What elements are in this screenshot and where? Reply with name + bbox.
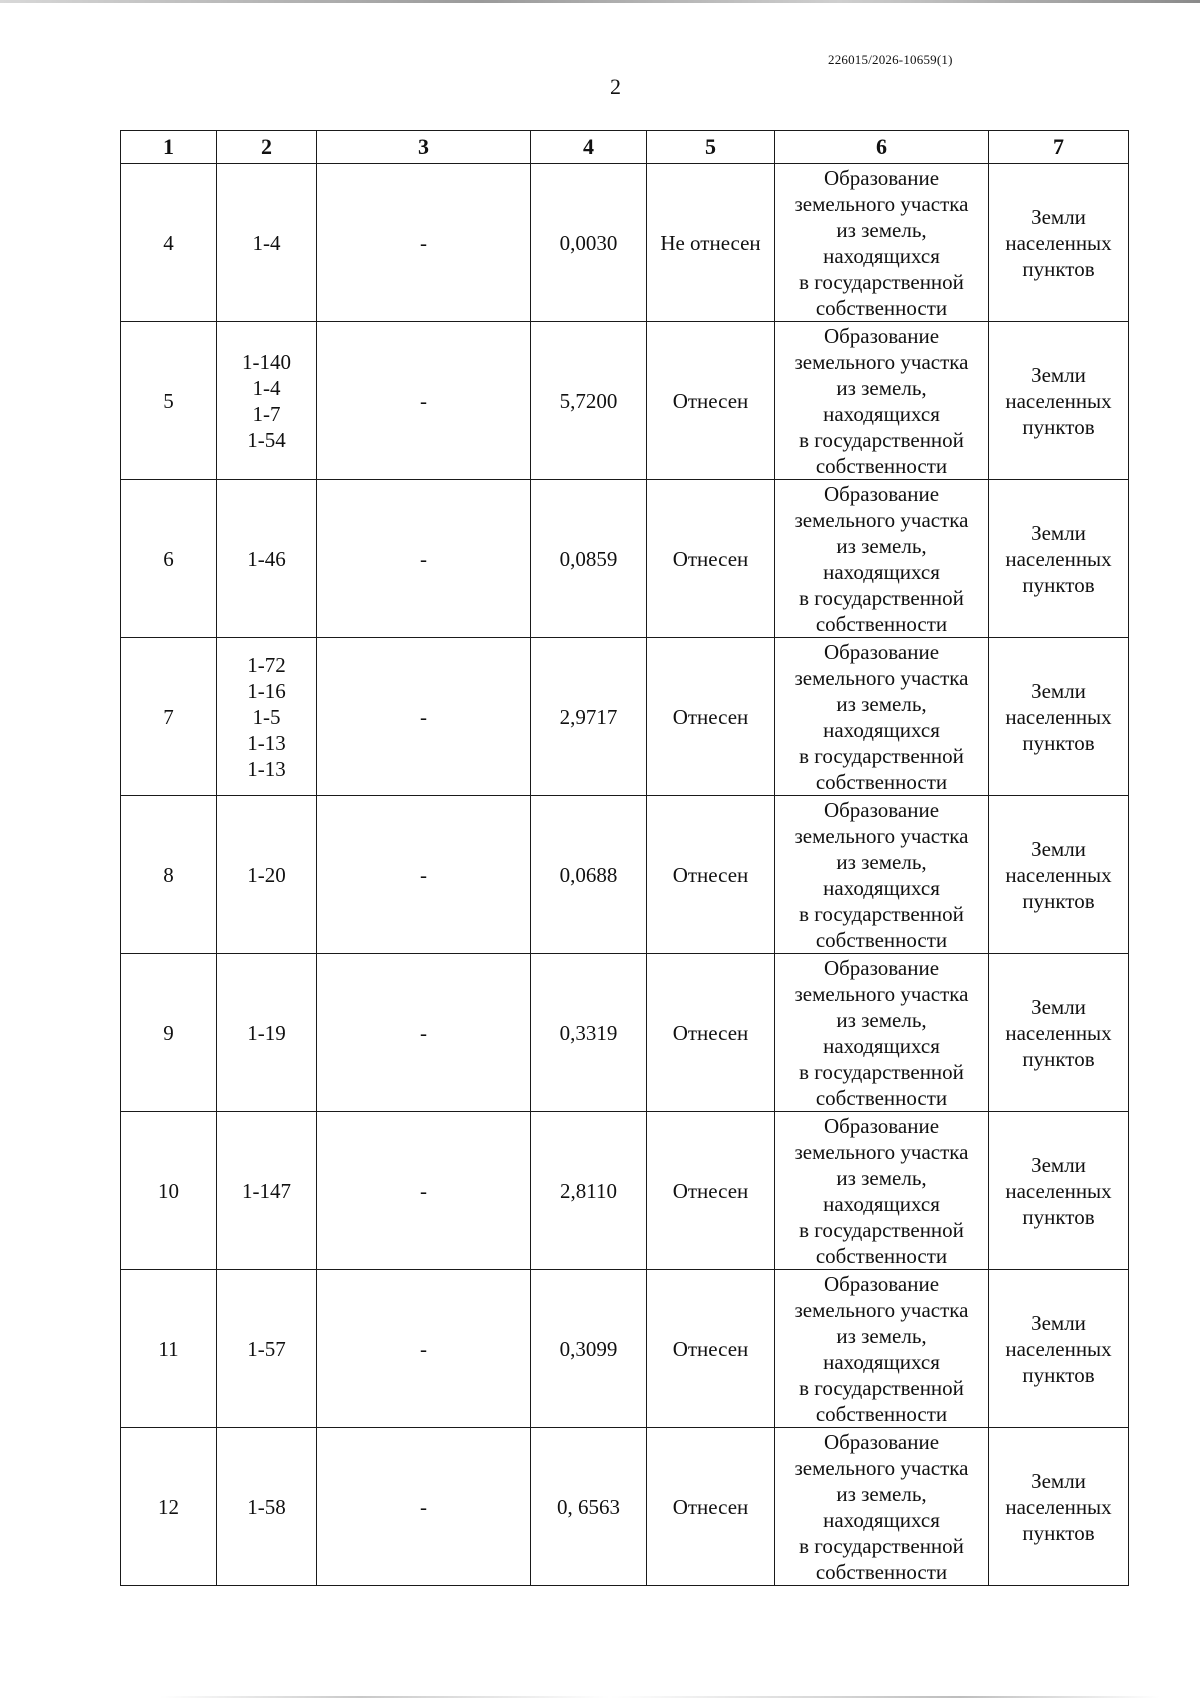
purpose-line: из земель, bbox=[836, 849, 927, 874]
area-cell: 2,9717 bbox=[531, 638, 647, 796]
column-header-5: 5 bbox=[647, 131, 775, 164]
column-3-cell: - bbox=[317, 322, 531, 480]
land-category-cell bbox=[989, 638, 1129, 796]
purpose-line: из земель, bbox=[836, 1323, 927, 1348]
status-cell: Отнесен bbox=[647, 1112, 775, 1270]
table-row bbox=[121, 322, 1129, 480]
category-line: пунктов bbox=[1022, 1204, 1095, 1229]
column-3-cell: - bbox=[317, 1112, 531, 1270]
purpose-line: в государственной bbox=[799, 1059, 964, 1084]
purpose-line: находящихся bbox=[823, 717, 940, 742]
column-header-2: 2 bbox=[217, 131, 317, 164]
category-line: населенных bbox=[1005, 388, 1112, 413]
purpose-line: в государственной bbox=[799, 1533, 964, 1558]
column-header-3: 3 bbox=[317, 131, 531, 164]
table-header-row bbox=[121, 131, 1129, 164]
land-category-cell bbox=[989, 954, 1129, 1112]
cadastre-number: 1-16 bbox=[247, 678, 286, 703]
category-line: Земли bbox=[1031, 836, 1086, 861]
category-line: Земли bbox=[1031, 1468, 1086, 1493]
column-3-cell: - bbox=[317, 638, 531, 796]
category-line: Земли bbox=[1031, 994, 1086, 1019]
category-line: Земли bbox=[1031, 1310, 1086, 1335]
cadastre-cell bbox=[217, 1270, 317, 1428]
status-cell: Отнесен bbox=[647, 322, 775, 480]
purpose-line: земельного участка bbox=[794, 507, 969, 532]
cadastre-number: 1-4 bbox=[252, 375, 281, 400]
category-line: пунктов bbox=[1022, 1046, 1095, 1071]
column-header-7: 7 bbox=[989, 131, 1129, 164]
purpose-line: земельного участка bbox=[794, 1297, 969, 1322]
column-3-cell: - bbox=[317, 954, 531, 1112]
category-line: населенных bbox=[1005, 1336, 1112, 1361]
area-cell: 5,7200 bbox=[531, 322, 647, 480]
page-number: 2 bbox=[610, 74, 621, 99]
category-line: населенных bbox=[1005, 1494, 1112, 1519]
cadastre-number: 1-57 bbox=[247, 1336, 286, 1361]
purpose-cell bbox=[775, 1428, 989, 1586]
status-cell: Отнесен bbox=[647, 954, 775, 1112]
table-row bbox=[121, 638, 1129, 796]
purpose-line: в государственной bbox=[799, 585, 964, 610]
area-cell: 0,3319 bbox=[531, 954, 647, 1112]
purpose-line: из земель, bbox=[836, 691, 927, 716]
purpose-cell bbox=[775, 164, 989, 322]
category-line: Земли bbox=[1031, 204, 1086, 229]
purpose-cell bbox=[775, 796, 989, 954]
category-line: населенных bbox=[1005, 1178, 1112, 1203]
row-number-cell: 10 bbox=[121, 1112, 217, 1270]
category-line: Земли bbox=[1031, 362, 1086, 387]
land-category-cell bbox=[989, 480, 1129, 638]
area-cell: 2,8110 bbox=[531, 1112, 647, 1270]
document-number: 226015/2026-10659(1) bbox=[828, 52, 953, 67]
purpose-line: в государственной bbox=[799, 1375, 964, 1400]
purpose-line: находящихся bbox=[823, 1349, 940, 1374]
table-row bbox=[121, 954, 1129, 1112]
purpose-line: земельного участка bbox=[794, 981, 969, 1006]
cadastre-number: 1-140 bbox=[242, 349, 291, 374]
purpose-line: Образование bbox=[823, 1271, 940, 1296]
cadastre-number: 1-20 bbox=[247, 862, 286, 887]
purpose-line: находящихся bbox=[823, 1191, 940, 1216]
purpose-line: в государственной bbox=[799, 427, 964, 452]
category-line: пунктов bbox=[1022, 1362, 1095, 1387]
purpose-line: из земель, bbox=[836, 375, 927, 400]
cadastre-cell bbox=[217, 796, 317, 954]
purpose-line: из земель, bbox=[836, 533, 927, 558]
column-3-cell: - bbox=[317, 796, 531, 954]
table-row bbox=[121, 480, 1129, 638]
row-number-cell: 6 bbox=[121, 480, 217, 638]
cadastre-cell bbox=[217, 1428, 317, 1586]
purpose-line: в государственной bbox=[799, 269, 964, 294]
purpose-line: из земель, bbox=[836, 1165, 927, 1190]
status-cell: Отнесен bbox=[647, 480, 775, 638]
cadastre-number: 1-19 bbox=[247, 1020, 286, 1045]
category-line: населенных bbox=[1005, 862, 1112, 887]
table-row bbox=[121, 1112, 1129, 1270]
purpose-line: из земель, bbox=[836, 217, 927, 242]
cadastre-cell bbox=[217, 638, 317, 796]
status-cell: Не отнесен bbox=[647, 164, 775, 322]
table-row bbox=[121, 796, 1129, 954]
purpose-line: находящихся bbox=[823, 401, 940, 426]
purpose-line: собственности bbox=[815, 453, 948, 478]
table-row bbox=[121, 1270, 1129, 1428]
purpose-line: собственности bbox=[815, 1401, 948, 1426]
purpose-line: из земель, bbox=[836, 1007, 927, 1032]
purpose-line: собственности bbox=[815, 769, 948, 794]
cadastre-number: 1-13 bbox=[247, 756, 286, 781]
purpose-line: Образование bbox=[823, 165, 940, 190]
table-body bbox=[121, 164, 1129, 1586]
purpose-line: в государственной bbox=[799, 901, 964, 926]
purpose-line: собственности bbox=[815, 1243, 948, 1268]
category-line: пунктов bbox=[1022, 730, 1095, 755]
status-cell: Отнесен bbox=[647, 1270, 775, 1428]
category-line: населенных bbox=[1005, 230, 1112, 255]
row-number-cell: 11 bbox=[121, 1270, 217, 1428]
category-line: пунктов bbox=[1022, 414, 1095, 439]
table-row bbox=[121, 164, 1129, 322]
status-cell: Отнесен bbox=[647, 796, 775, 954]
category-line: пунктов bbox=[1022, 888, 1095, 913]
purpose-line: земельного участка bbox=[794, 665, 969, 690]
cadastre-number: 1-58 bbox=[247, 1494, 286, 1519]
row-number-cell: 12 bbox=[121, 1428, 217, 1586]
purpose-line: собственности bbox=[815, 1085, 948, 1110]
cadastre-number: 1-147 bbox=[242, 1178, 291, 1203]
land-plot-table bbox=[120, 130, 1129, 1586]
cadastre-number: 1-46 bbox=[247, 546, 286, 571]
status-cell: Отнесен bbox=[647, 638, 775, 796]
purpose-line: собственности bbox=[815, 611, 948, 636]
category-line: Земли bbox=[1031, 1152, 1086, 1177]
row-number-cell: 4 bbox=[121, 164, 217, 322]
purpose-line: Образование bbox=[823, 1113, 940, 1138]
category-line: Земли bbox=[1031, 520, 1086, 545]
purpose-line: собственности bbox=[815, 1559, 948, 1584]
area-cell: 0,0859 bbox=[531, 480, 647, 638]
cadastre-number: 1-5 bbox=[252, 704, 281, 729]
area-cell: 0,3099 bbox=[531, 1270, 647, 1428]
purpose-line: из земель, bbox=[836, 1481, 927, 1506]
purpose-line: земельного участка bbox=[794, 1455, 969, 1480]
row-number-cell: 7 bbox=[121, 638, 217, 796]
status-cell: Отнесен bbox=[647, 1428, 775, 1586]
purpose-line: Образование bbox=[823, 481, 940, 506]
purpose-line: земельного участка bbox=[794, 1139, 969, 1164]
purpose-line: собственности bbox=[815, 927, 948, 952]
scan-edge-bottom bbox=[160, 1696, 1160, 1698]
row-number-cell: 5 bbox=[121, 322, 217, 480]
scan-edge-top bbox=[0, 0, 1200, 3]
column-header-6: 6 bbox=[775, 131, 989, 164]
purpose-line: Образование bbox=[823, 797, 940, 822]
purpose-cell bbox=[775, 322, 989, 480]
category-line: пунктов bbox=[1022, 256, 1095, 281]
purpose-cell bbox=[775, 638, 989, 796]
category-line: населенных bbox=[1005, 546, 1112, 571]
purpose-line: находящихся bbox=[823, 1507, 940, 1532]
column-header-1: 1 bbox=[121, 131, 217, 164]
purpose-cell bbox=[775, 1112, 989, 1270]
purpose-line: в государственной bbox=[799, 743, 964, 768]
column-3-cell: - bbox=[317, 164, 531, 322]
column-3-cell: - bbox=[317, 1270, 531, 1428]
purpose-line: Образование bbox=[823, 323, 940, 348]
category-line: пунктов bbox=[1022, 572, 1095, 597]
purpose-line: Образование bbox=[823, 639, 940, 664]
cadastre-cell bbox=[217, 1112, 317, 1270]
column-header-4: 4 bbox=[531, 131, 647, 164]
area-cell: 0, 6563 bbox=[531, 1428, 647, 1586]
category-line: пунктов bbox=[1022, 1520, 1095, 1545]
category-line: Земли bbox=[1031, 678, 1086, 703]
purpose-line: находящихся bbox=[823, 1033, 940, 1058]
purpose-line: земельного участка bbox=[794, 823, 969, 848]
land-category-cell bbox=[989, 322, 1129, 480]
land-category-cell bbox=[989, 1112, 1129, 1270]
purpose-line: собственности bbox=[815, 295, 948, 320]
purpose-line: Образование bbox=[823, 955, 940, 980]
purpose-line: земельного участка bbox=[794, 191, 969, 216]
row-number-cell: 8 bbox=[121, 796, 217, 954]
area-cell: 0,0688 bbox=[531, 796, 647, 954]
cadastre-cell bbox=[217, 164, 317, 322]
purpose-line: в государственной bbox=[799, 1217, 964, 1242]
purpose-line: Образование bbox=[823, 1429, 940, 1454]
land-category-cell bbox=[989, 796, 1129, 954]
area-cell: 0,0030 bbox=[531, 164, 647, 322]
purpose-line: находящихся bbox=[823, 875, 940, 900]
land-category-cell bbox=[989, 1270, 1129, 1428]
column-3-cell: - bbox=[317, 1428, 531, 1586]
purpose-cell bbox=[775, 954, 989, 1112]
cadastre-number: 1-4 bbox=[252, 230, 281, 255]
column-3-cell: - bbox=[317, 480, 531, 638]
purpose-cell bbox=[775, 1270, 989, 1428]
purpose-line: земельного участка bbox=[794, 349, 969, 374]
category-line: населенных bbox=[1005, 1020, 1112, 1045]
land-category-cell bbox=[989, 1428, 1129, 1586]
purpose-line: находящихся bbox=[823, 243, 940, 268]
purpose-line: находящихся bbox=[823, 559, 940, 584]
cadastre-cell bbox=[217, 480, 317, 638]
cadastre-number: 1-13 bbox=[247, 730, 286, 755]
land-category-cell bbox=[989, 164, 1129, 322]
category-line: населенных bbox=[1005, 704, 1112, 729]
cadastre-number: 1-7 bbox=[252, 401, 281, 426]
cadastre-number: 1-72 bbox=[247, 652, 286, 677]
cadastre-number: 1-54 bbox=[247, 427, 286, 452]
cadastre-cell bbox=[217, 954, 317, 1112]
purpose-cell bbox=[775, 480, 989, 638]
row-number-cell: 9 bbox=[121, 954, 217, 1112]
cadastre-cell bbox=[217, 322, 317, 480]
table-row bbox=[121, 1428, 1129, 1586]
